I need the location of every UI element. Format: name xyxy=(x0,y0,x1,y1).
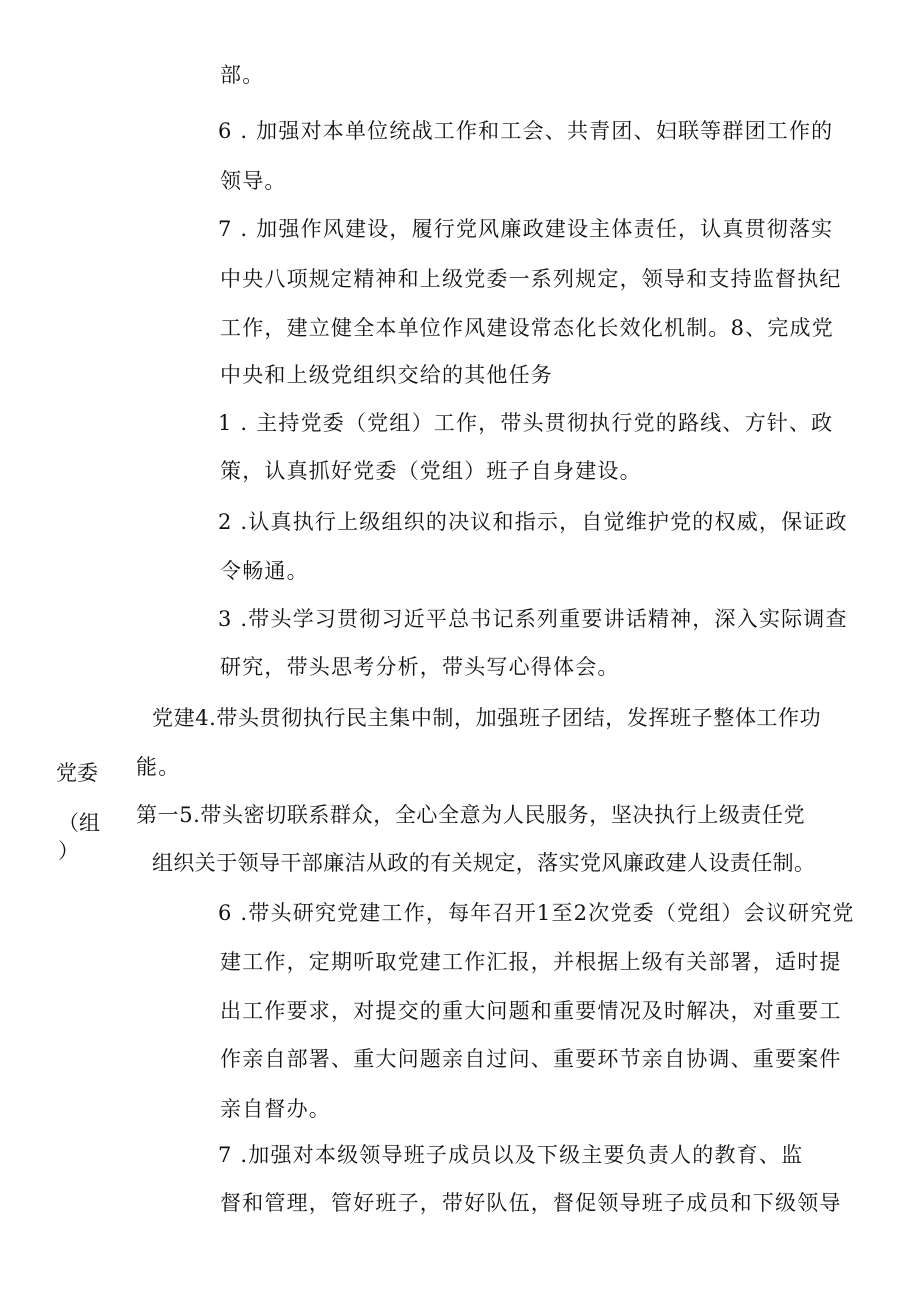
text-line: 领导。 xyxy=(220,169,287,193)
text-line: 7 . 加强作风建设，履行党风廉政建设主体责任，认真贯彻落实 xyxy=(218,217,834,241)
text-line: 组织关于领导干部廉洁从政的有关规定，落实党风廉政建人设责任制。 xyxy=(152,851,816,875)
side-label: 党委 xyxy=(56,761,98,785)
text-line: 研究，带头思考分析，带头写心得体会。 xyxy=(220,655,620,679)
text-line: 作亲自部署、重大问题亲自过问、重要环节亲自协调、重要案件 xyxy=(220,1047,842,1071)
text-line: 策，认真抓好党委（党组）班子自身建设。 xyxy=(220,459,642,483)
text-line: 令畅通。 xyxy=(220,559,309,583)
text-line: 6 . 加强对本单位统战工作和工会、共青团、妇联等群团工作的 xyxy=(218,119,834,143)
text-line: 中央和上级党组织交给的其他任务 xyxy=(220,363,553,387)
text-line: 3 .带头学习贯彻习近平总书记系列重要讲话精神，深入实际调查 xyxy=(218,607,848,631)
side-label: （组 xyxy=(58,811,100,835)
text-line: 督和管理，管好班子，带好队伍，督促领导班子成员和下级领导 xyxy=(220,1191,842,1215)
text-line: 部。 xyxy=(220,63,265,87)
side-label: ） xyxy=(58,839,79,863)
text-line: 出工作要求，对提交的重大问题和重要情况及时解决，对重要工 xyxy=(220,999,842,1023)
text-line: 6 .带头研究党建工作，每年召开1至2次党委（党组）会议研究党 xyxy=(218,901,855,925)
text-line: 1 . 主持党委（党组）工作，带头贯彻执行党的路线、方针、政 xyxy=(218,411,834,435)
text-line: 第一5.带头密切联系群众，全心全意为人民服务，坚决执行上级责任党 xyxy=(136,803,806,827)
text-line: 建工作，定期听取党建工作汇报，并根据上级有关部署，适时提 xyxy=(220,950,842,974)
text-line: 党建4.带头贯彻执行民主集中制，加强班子团结，发挥班子整体工作功 xyxy=(152,706,822,730)
text-line: 工作，建立健全本单位作风建设常态化长效化机制。8、完成党 xyxy=(220,316,834,340)
text-line: 能。 xyxy=(136,755,181,779)
text-line: 2 .认真执行上级组织的决议和指示，自觉维护党的权威，保证政 xyxy=(218,510,848,534)
text-line: 亲自督办。 xyxy=(220,1097,331,1121)
text-line: 中央八项规定精神和上级党委一系列规定，领导和支持监督执纪 xyxy=(220,267,842,291)
text-line: 7 .加强对本级领导班子成员以及下级主要负责人的教育、监 xyxy=(218,1143,804,1167)
